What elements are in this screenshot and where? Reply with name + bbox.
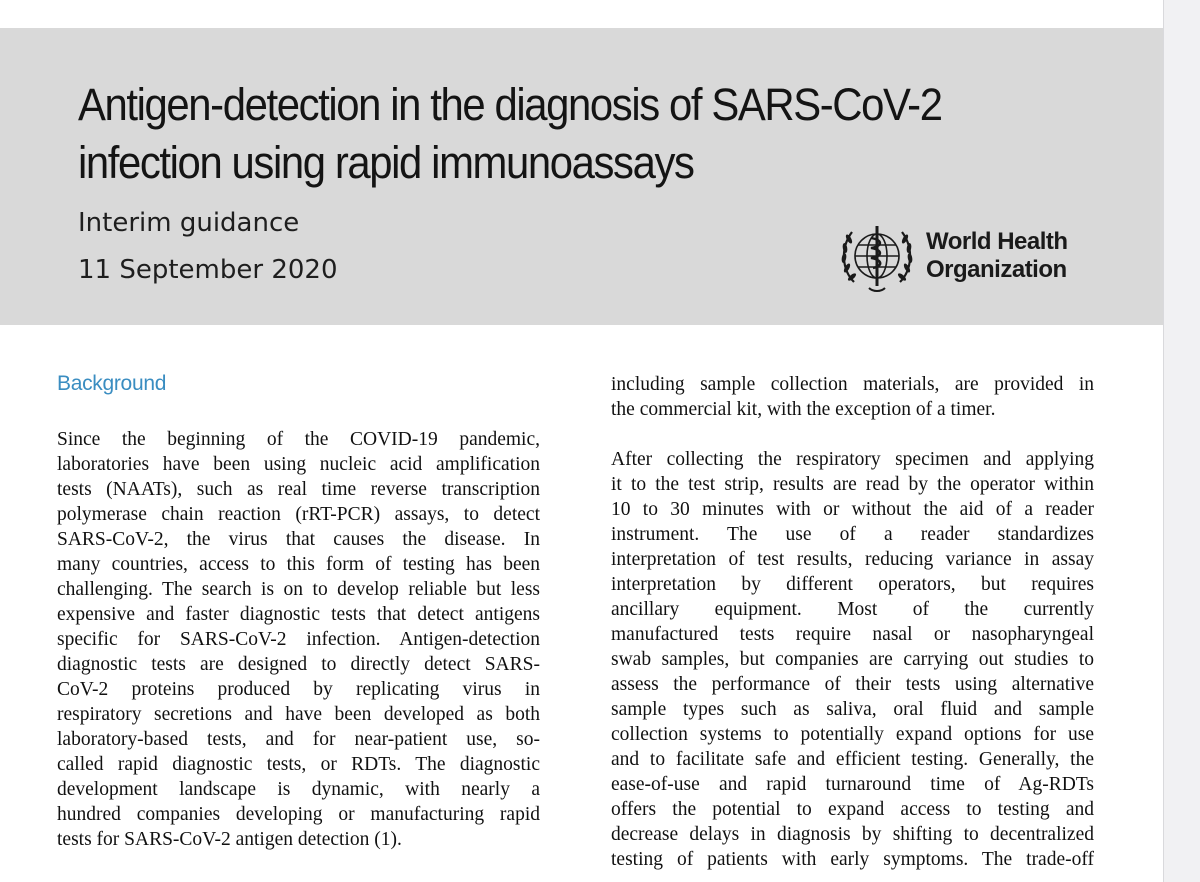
background-paragraph xyxy=(57,427,540,852)
text-line: specific for SARS-CoV-2 infection. Antigen-detection xyxy=(57,629,540,650)
who-name-line-2: Organization xyxy=(926,256,1067,283)
text-line: many countries, access to this form of testing has been xyxy=(57,554,540,575)
text-line: interpretation by different operators, but requires xyxy=(611,574,1094,595)
document-type: Interim guidance xyxy=(78,208,300,238)
text-line: expensive and faster diagnostic tests that detect antigens xyxy=(57,604,540,625)
who-emblem-icon xyxy=(838,218,916,294)
text-line: the commercial kit, with the exception of a timer. xyxy=(611,399,996,420)
text-line: assess the performance of their tests using alternative xyxy=(611,674,1094,695)
text-line: ancillary equipment. Most of the currently xyxy=(611,599,1094,620)
text-line: decrease delays in diagnosis by shifting to decentralized xyxy=(611,824,1094,845)
testing-paragraph xyxy=(611,447,1094,872)
right-column xyxy=(611,372,1094,872)
title-line-1: Antigen-detection in the diagnosis of SARS-CoV-2 xyxy=(78,79,942,130)
text-line: called rapid diagnostic tests, or RDTs. The diagnostic xyxy=(57,754,540,775)
text-line: After collecting the respiratory specimen and applying xyxy=(611,449,1094,470)
text-line: respiratory secretions and have been developed as both xyxy=(57,704,540,725)
text-line: offers the potential to expand access to testing and xyxy=(611,799,1094,820)
text-line: manufactured tests require nasal or nasopharyngeal xyxy=(611,624,1094,645)
text-line: challenging. The search is on to develop reliable but less xyxy=(57,579,540,600)
text-line: ease-of-use and rapid turnaround time of Ag-RDTs xyxy=(611,774,1094,795)
text-line: polymerase chain reaction (rRT-PCR) assays, to detect xyxy=(57,504,540,525)
title-line-2: infection using rapid immunoassays xyxy=(78,137,694,188)
text-line: laboratories have been using nucleic acid amplification xyxy=(57,454,540,475)
kit-paragraph xyxy=(611,372,1094,422)
left-column xyxy=(57,427,540,852)
text-line: and to facilitate safe and efficient testing. Generally, the xyxy=(611,749,1094,770)
text-line: interpretation of test results, reducing variance in assay xyxy=(611,549,1094,570)
text-line: SARS-CoV-2, the virus that causes the disease. In xyxy=(57,529,540,550)
text-line: diagnostic tests are designed to directly detect SARS- xyxy=(57,654,540,675)
document-date: 11 September 2020 xyxy=(78,255,338,285)
text-line: laboratory-based tests, and for near-patient use, so- xyxy=(57,729,540,750)
text-line: testing of patients with early symptoms. The trade-off xyxy=(611,849,1094,870)
text-line: 10 to 30 minutes with or without the aid of a reader xyxy=(611,499,1094,520)
who-logo xyxy=(838,218,1088,294)
text-line: tests for SARS-CoV-2 antigen detection (1). xyxy=(57,829,402,850)
section-heading-background: Background xyxy=(57,372,167,395)
text-line: including sample collection materials, are provided in xyxy=(611,374,1094,395)
text-line: sample types such as saliva, oral fluid and sample xyxy=(611,699,1094,720)
text-line: development landscape is dynamic, with nearly a xyxy=(57,779,540,800)
text-line: CoV-2 proteins produced by replicating virus in xyxy=(57,679,540,700)
text-line: Since the beginning of the COVID-19 pandemic, xyxy=(57,429,540,450)
text-line: instrument. The use of a reader standardizes xyxy=(611,524,1094,545)
text-line: swab samples, but companies are carrying out studies to xyxy=(611,649,1094,670)
who-name-line-1: World Health xyxy=(926,228,1068,255)
document-title xyxy=(78,76,1008,192)
text-line: it to the test strip, results are read by the operator within xyxy=(611,474,1094,495)
text-line: collection systems to potentially expand options for use xyxy=(611,724,1094,745)
text-line: tests (NAATs), such as real time reverse transcription xyxy=(57,479,540,500)
who-name xyxy=(926,228,1068,284)
text-line: hundred companies developing or manufacturing rapid xyxy=(57,804,540,825)
page-edge xyxy=(1163,0,1200,882)
